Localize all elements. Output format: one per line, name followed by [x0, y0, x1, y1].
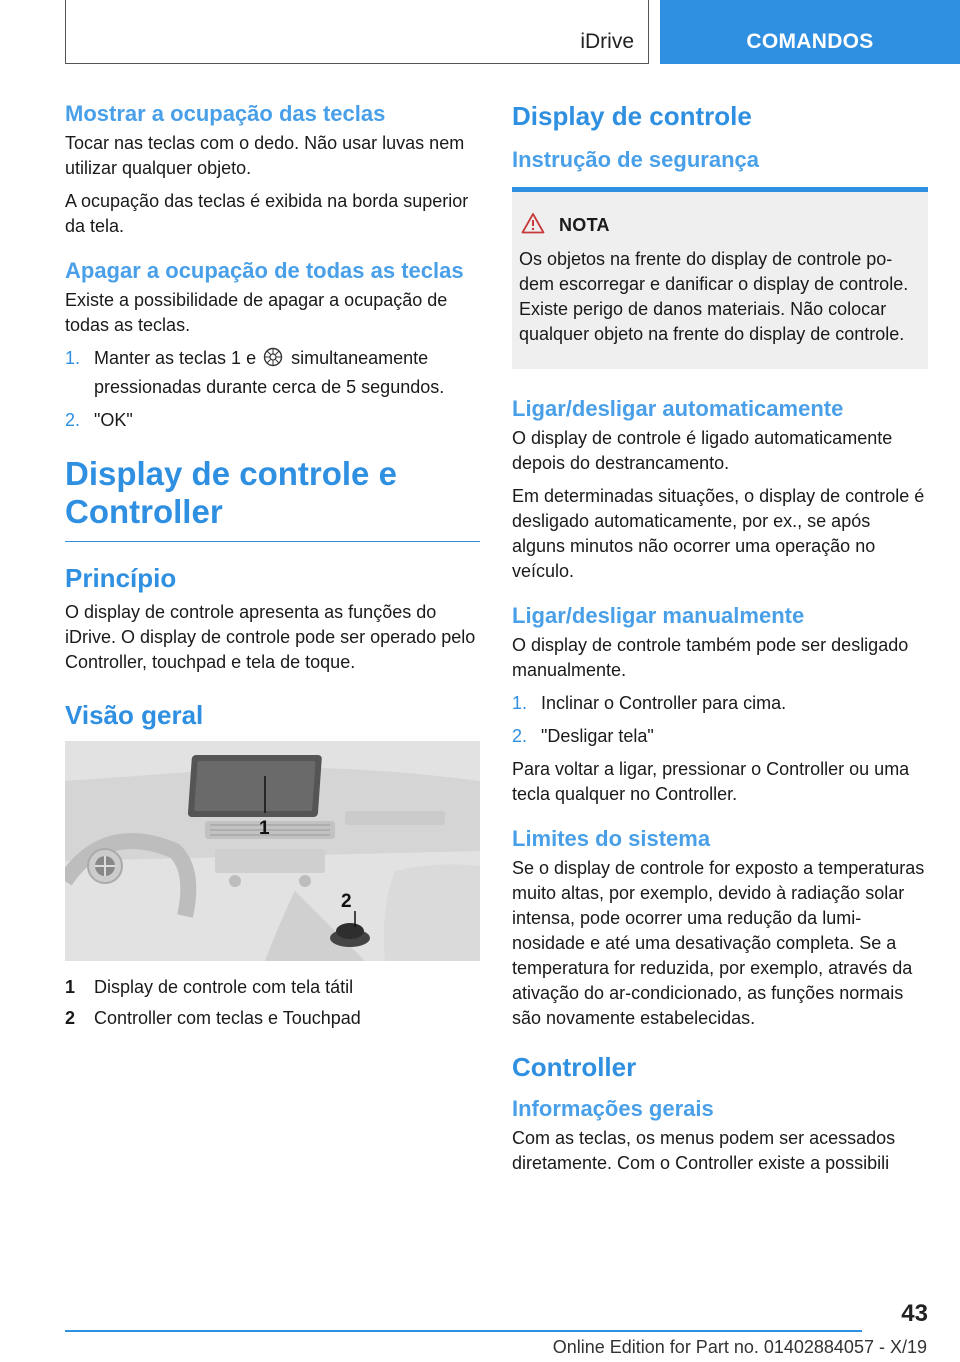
heading-display-and-controller: Display de controle e Controller	[65, 455, 480, 542]
legend-text: Controller com teclas e Touchpad	[94, 1008, 361, 1028]
paragraph-auto-1: O display de controle é ligado automaticamente depois do destrancamento.	[512, 428, 893, 473]
heading-controller: Controller	[512, 1052, 637, 1082]
callout-label-2: 2	[341, 891, 352, 912]
page-number: 43	[901, 1300, 928, 1327]
manual-steps-list	[512, 691, 928, 749]
paragraph-limits: Se o display de controle for exposto a temperaturas muito altas, por exemplo, devido à radiação solar intensa, pode ocorrer uma redução da luminosidade e até uma desativação completa. Se a temperatura for reduzida, por exemplo, através da ativação do ar-condicionado, as funções normais são novamente estabelecidas.	[512, 858, 925, 1028]
legend-number: 2	[65, 1008, 76, 1028]
heading-safety-instruction: Instrução de segurança	[512, 146, 928, 192]
header-chapter-box	[65, 0, 649, 64]
footer-edition: Online Edition for Part no. 01402884057 - X/19	[552, 1337, 927, 1357]
list-item	[512, 724, 928, 749]
note-box	[512, 192, 928, 369]
delete-steps-list	[65, 346, 480, 433]
step-text-part-b: simultaneamente pressionadas durante cerca de 5 segundos.	[94, 348, 445, 397]
paragraph-general: Com as teclas, os menus podem ser acessados diretamente. Com o Controller existe a possibili	[512, 1128, 896, 1173]
step-text: "Desligar tela"	[541, 726, 654, 746]
heading-control-display: Display de controle	[512, 101, 752, 131]
warning-triangle-icon	[521, 212, 545, 239]
step-text-part-a: Manter as teclas 1 e	[94, 348, 257, 368]
heading-show-key-assignment: Mostrar a ocupação das teclas	[65, 101, 386, 126]
legend-text: Display de controle com tela tátil	[94, 977, 354, 997]
heading-manual-on-off: Ligar/desligar manualmente	[512, 603, 805, 628]
legend-item	[65, 1006, 480, 1031]
list-item	[65, 408, 480, 433]
list-item	[65, 346, 480, 400]
right-column	[512, 100, 928, 1184]
paragraph-auto-2: Em determinadas situações, o display de controle é desligado automaticamente, por ex., se após alguns minutos não ocorrer uma operação no veículo.	[512, 486, 925, 581]
legend-number: 1	[65, 977, 76, 997]
paragraph-manual: O display de controle também pode ser desligado manualmente.	[512, 635, 909, 680]
heading-delete-assignments: Apagar a ocupação de todas as teclas	[65, 258, 464, 283]
paragraph-manual-2: Para voltar a ligar, pressionar o Controller ou uma tecla qualquer no Controller.	[512, 759, 910, 804]
step-text: Inclinar o Controller para cima.	[541, 693, 787, 713]
heading-overview: Visão geral	[65, 700, 204, 730]
heading-principle: Princípio	[65, 563, 177, 593]
callout-label-1: 1	[259, 818, 270, 839]
paragraph-show-2: A ocupação das teclas é exibida na borda superior da tela.	[65, 191, 469, 236]
heading-general-info: Informações gerais	[512, 1096, 714, 1121]
header-section-tab	[660, 0, 960, 64]
figure-legend	[65, 975, 480, 1031]
paragraph-principle: O display de controle apresenta as funções do iDrive. O display de controle pode ser operado pelo Controller, touchpad e tela de toque.	[65, 602, 476, 672]
step-number: 2.	[512, 726, 528, 746]
left-column	[65, 100, 480, 1037]
paragraph-show-1: Tocar nas teclas com o dedo. Não usar luvas nem utilizar qualquer objeto.	[65, 133, 465, 178]
gear-icon	[262, 346, 284, 375]
heading-auto-on-off: Ligar/desligar automaticamente	[512, 396, 844, 421]
step-number: 2.	[65, 410, 81, 430]
paragraph-delete: Existe a possibilidade de apagar a ocupação de todas as teclas.	[65, 290, 448, 335]
step-text	[94, 346, 480, 400]
heading-system-limits: Limites do sistema	[512, 826, 711, 851]
header-chapter: iDrive	[580, 30, 634, 53]
legend-item	[65, 975, 480, 1000]
footer-rule	[65, 1330, 862, 1332]
step-number: 1.	[65, 348, 81, 368]
note-header	[519, 212, 921, 239]
note-title: NOTA	[559, 215, 610, 235]
cockpit-illustration	[65, 741, 480, 961]
note-text: Os objetos na frente do display de controle podem escorregar e danificar o display de controle. Existe perigo de danos materiais. Não colocar qualquer objeto na frente do display de controle.	[519, 249, 909, 344]
step-text: "OK"	[94, 410, 133, 430]
header-section: COMANDOS	[746, 30, 874, 53]
step-number: 1.	[512, 693, 528, 713]
list-item	[512, 691, 928, 716]
